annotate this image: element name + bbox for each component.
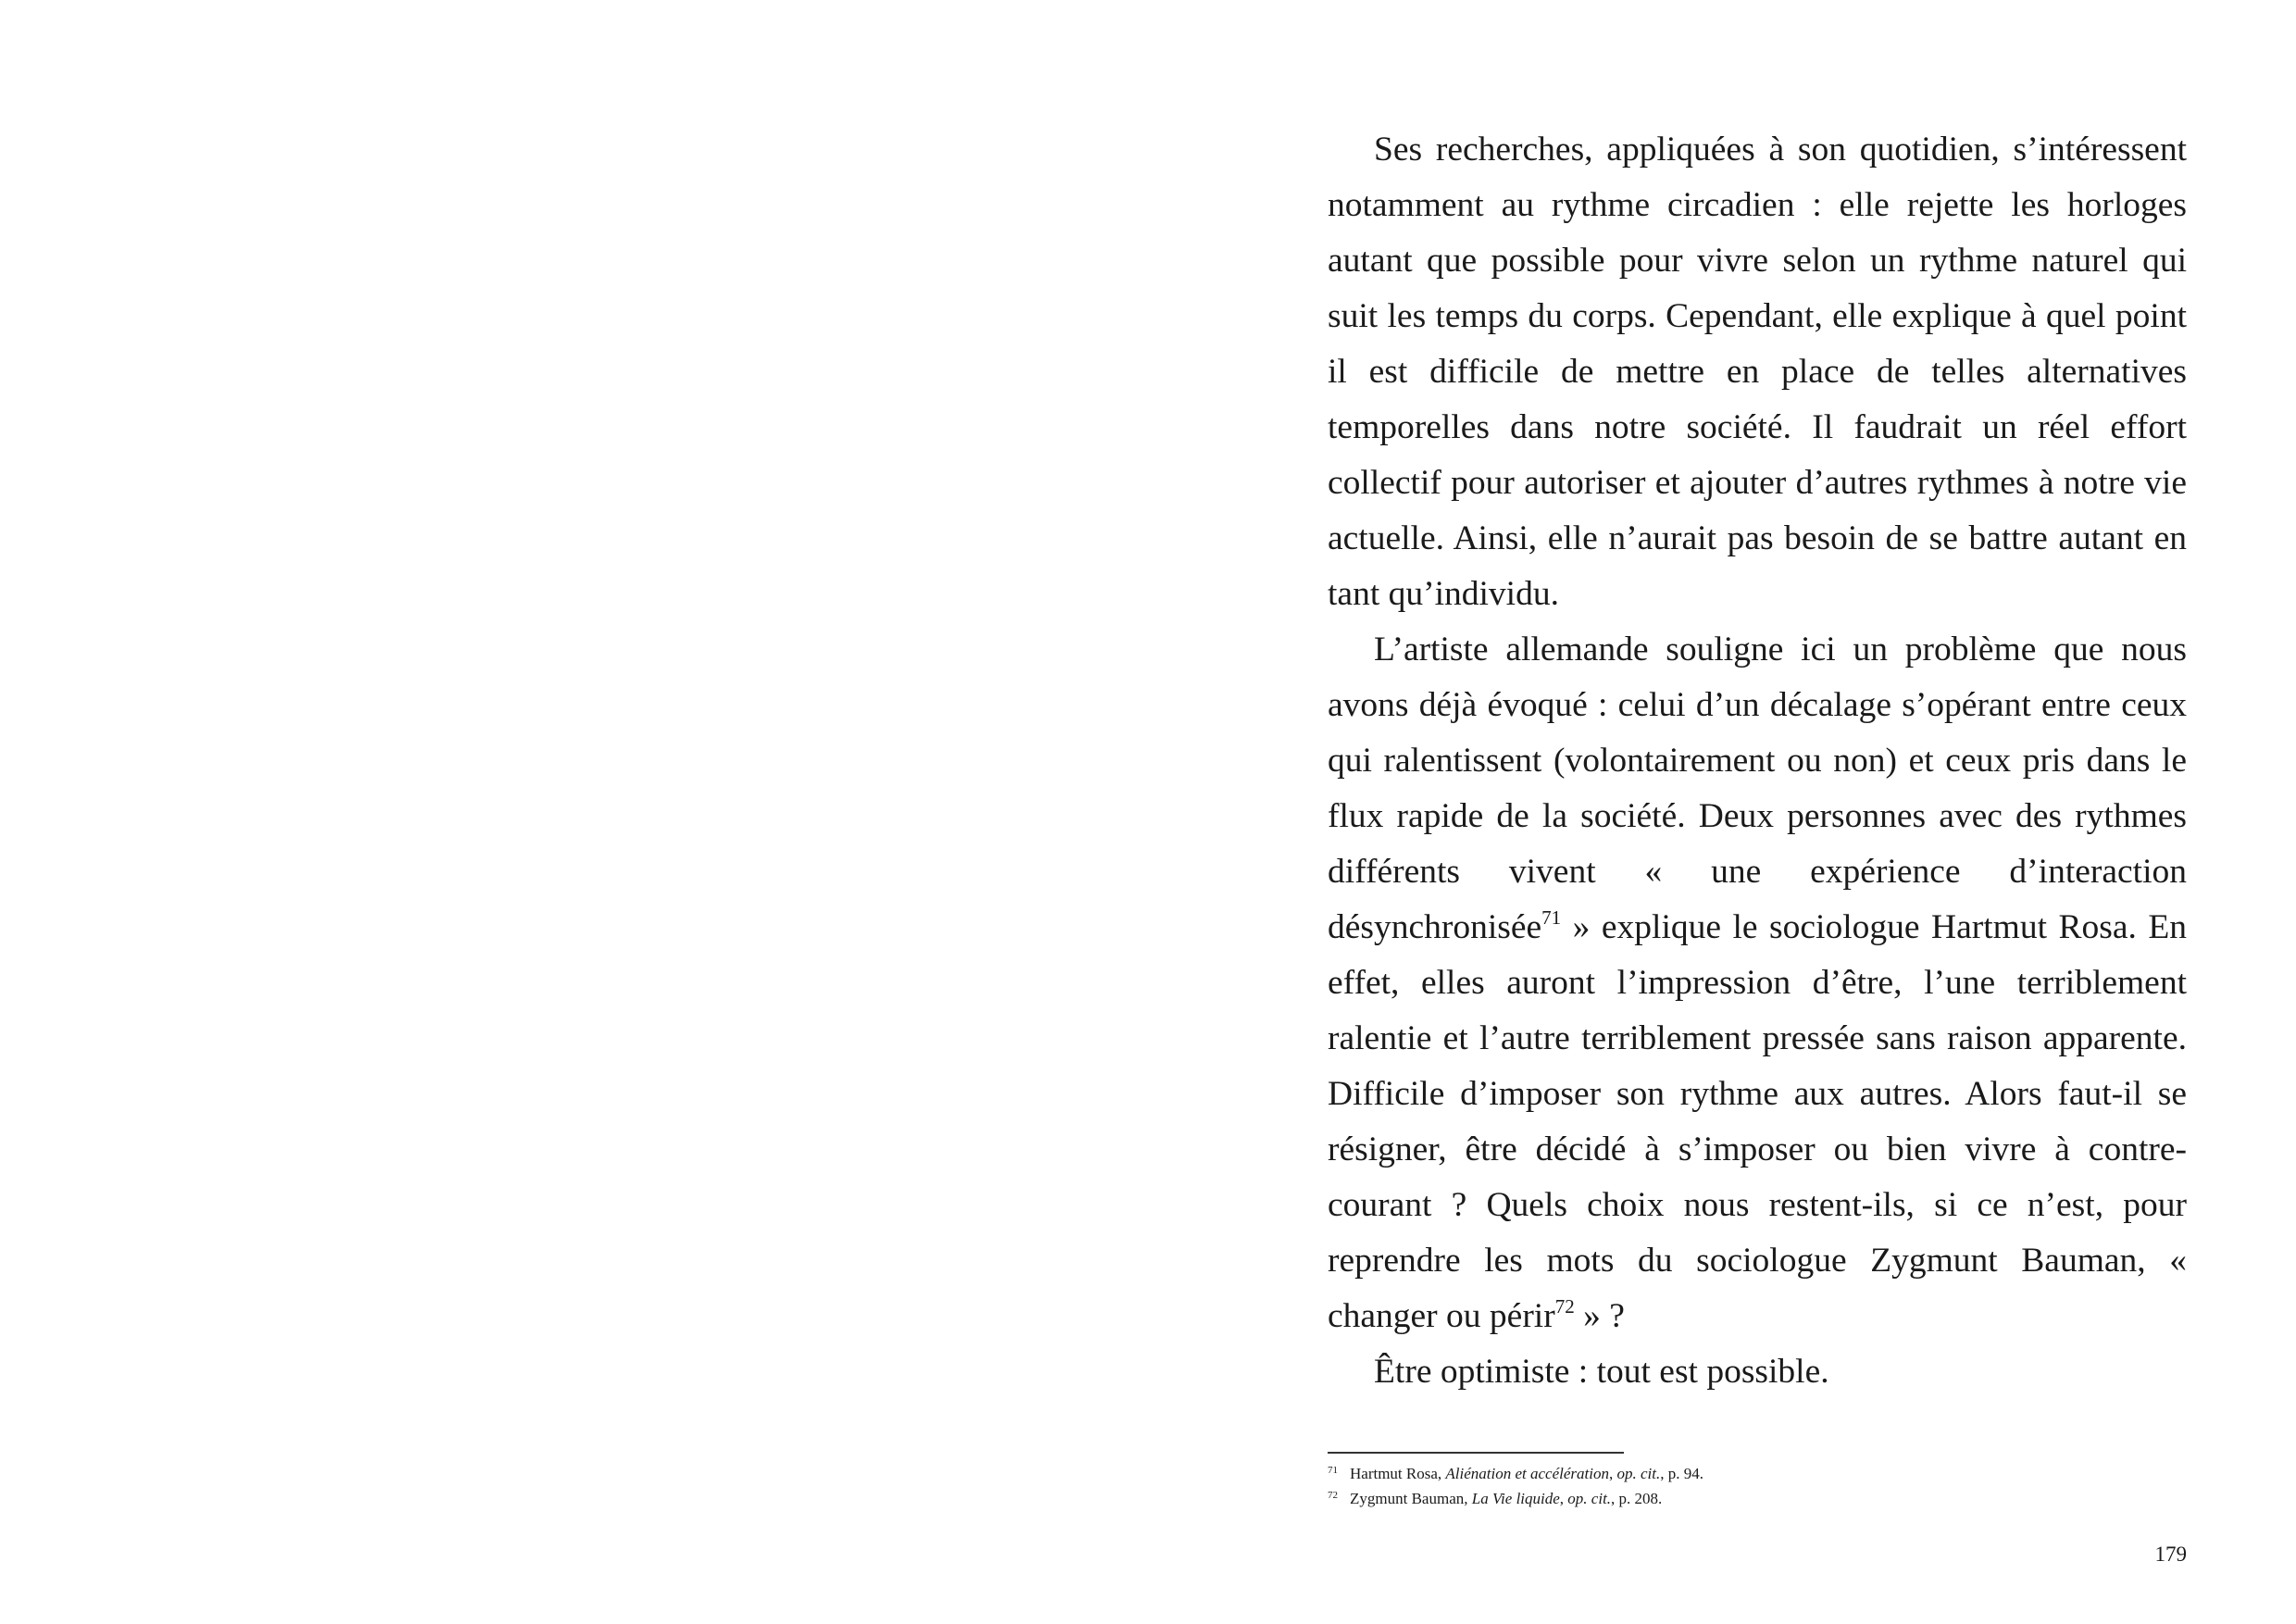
- footnote-author: Zygmunt Bauman,: [1350, 1490, 1472, 1507]
- page-number: 179: [2154, 1543, 2187, 1566]
- paragraph-2-text-a: L’artiste allemande souligne ici un problème que nous avons déjà évoqué : celui d’un décalage s’opérant entre ceux qui ralentissent (volontairement ou non) et ceux pris dans le flux rapide de la société. Deux personnes avec des rythmes différents vivent « une expérience d’interaction désynchronisée: [1328, 631, 2187, 946]
- paragraph-2-text-b: » explique le sociologue Hartmut Rosa. En effet, elles auront l’impression d’être, l’une terriblement ralentie et l’autre terriblement pressée sans raison apparente. Difficile d’imposer son rythme aux autres. Alors faut-il se résigner, être décidé à s’imposer ou bien vivre à contre-courant ? Quels choix nous restent-ils, si ce n’est, pour reprendre les mots du sociologue Zygmunt Bauman, « changer ou périr: [1328, 908, 2187, 1335]
- paragraph-2-text-c: » ?: [1574, 1297, 1625, 1335]
- right-page: [1148, 0, 2296, 1624]
- paragraph-1: Ses recherches, appliquées à son quotidien, s’intéressent notamment au rythme circadien : elle rejette les horloges autant que possible pour vivre selon un rythme naturel qui suit les temps du corps. Cependant, elle explique à quel point il est difficile de mettre en place de telles alternatives temporelles dans notre société. Il faudrait un réel effort collectif pour autoriser et ajouter d’autres rythmes à notre vie actuelle. Ainsi, elle n’aurait pas besoin de se battre autant en tant qu’individu.: [1328, 131, 2187, 613]
- footnote-separator: [1328, 1452, 1624, 1454]
- footnote-ref-71[interactable]: 71: [1541, 906, 1562, 929]
- body-text: [1328, 122, 2187, 1400]
- footnote-72: 72 Zygmunt Bauman, La Vie liquide, op. cit., p. 208.: [1328, 1490, 1663, 1507]
- footnote-op-cit: op. cit.: [1567, 1490, 1612, 1507]
- footnote-title: La Vie liquide: [1471, 1490, 1560, 1507]
- paragraph-3: Être optimiste : tout est possible.: [1374, 1353, 1829, 1391]
- footnote-separator-text: ,: [1559, 1490, 1568, 1507]
- footnote-page: , p. 208.: [1611, 1490, 1663, 1507]
- footnote-title: Aliénation et accélération: [1445, 1465, 1609, 1482]
- footnote-71: 71 Hartmut Rosa, Aliénation et accélération, op. cit., p. 94.: [1328, 1465, 1703, 1482]
- footnote-author: Hartmut Rosa,: [1350, 1465, 1446, 1482]
- footnote-separator-text: ,: [1608, 1465, 1617, 1482]
- footnote-ref-72[interactable]: 72: [1554, 1295, 1575, 1318]
- footnote-page: , p. 94.: [1660, 1465, 1703, 1482]
- paragraph-2: [1328, 622, 2187, 1344]
- footnotes: [1328, 1461, 2187, 1511]
- footnote-op-cit: op. cit.: [1616, 1465, 1661, 1482]
